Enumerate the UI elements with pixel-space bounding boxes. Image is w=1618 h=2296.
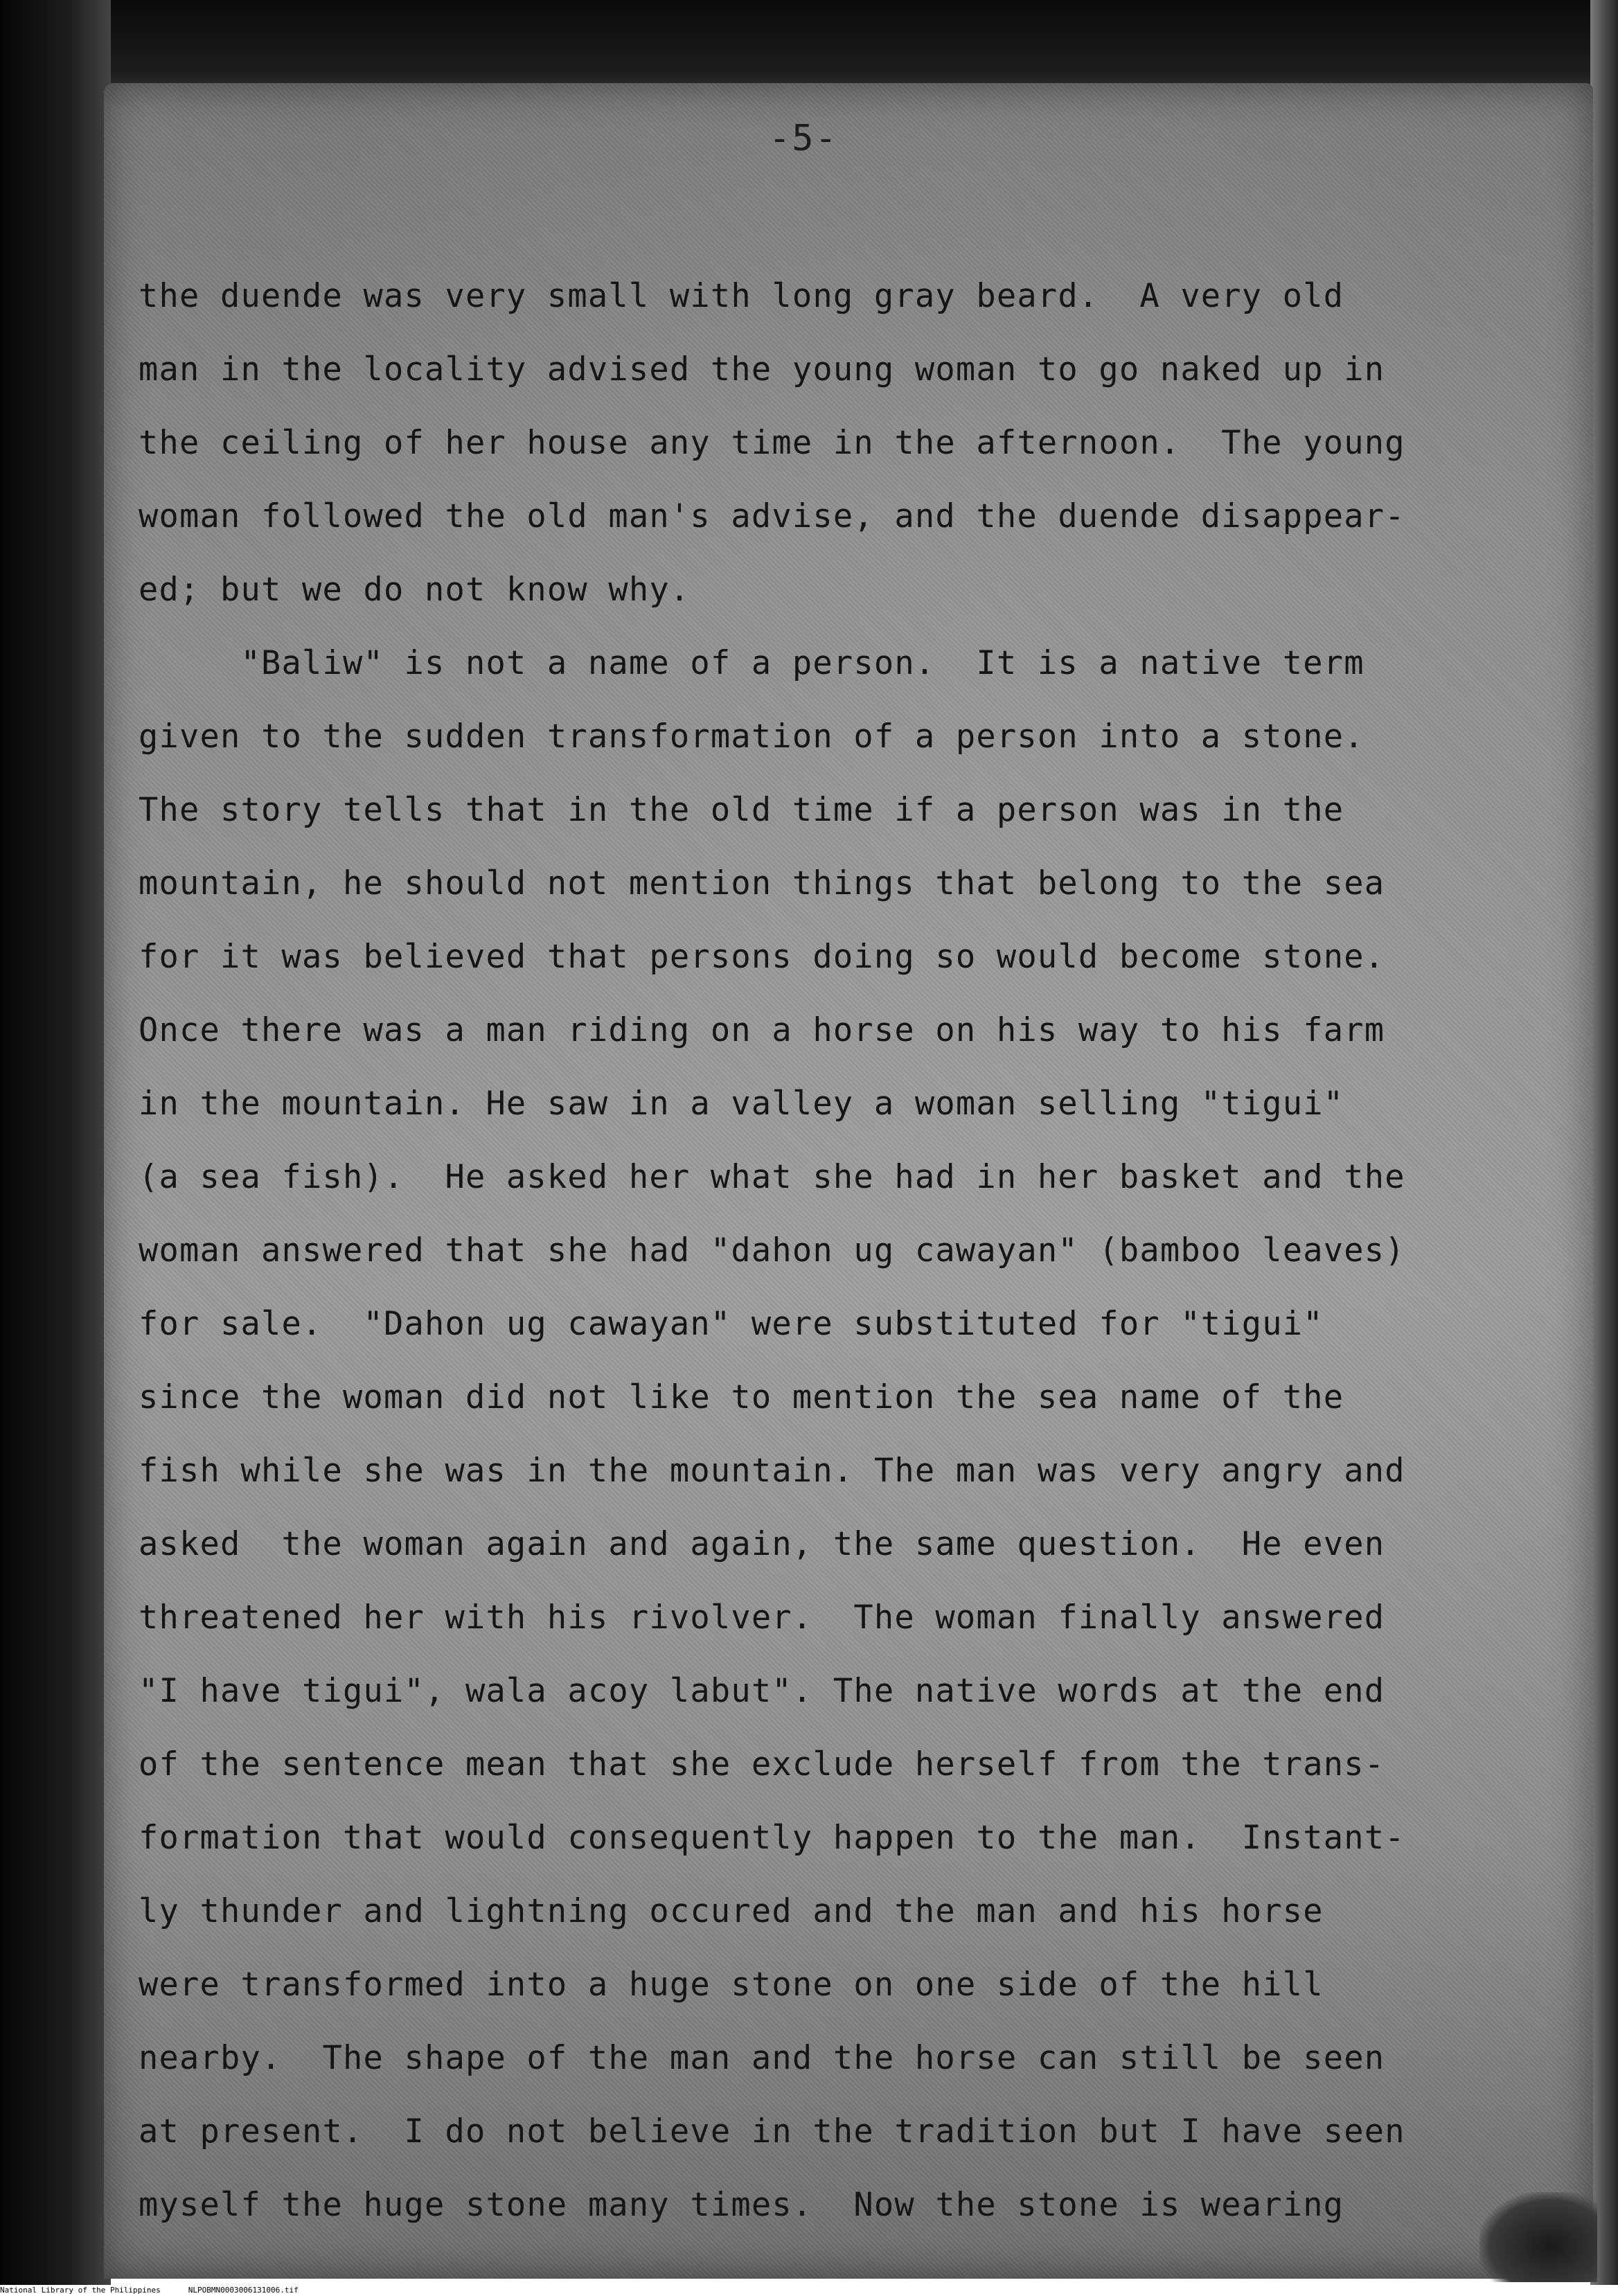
- scan-shadow-left: [0, 0, 111, 2286]
- text-line: since the woman did not like to mention the sea name of the: [139, 1378, 1344, 1416]
- text-line: ly thunder and lightning occured and the man and his horse: [139, 1892, 1324, 1930]
- body-text: [139, 260, 1579, 2242]
- page-number: -5-: [769, 118, 838, 159]
- text-line: woman followed the old man's advise, and the duende disappear-: [139, 497, 1405, 535]
- text-line: man in the locality advised the young woman to go naked up in: [139, 350, 1385, 389]
- text-line: in the mountain. He saw in a valley a woman selling "tigui": [139, 1085, 1344, 1123]
- scan-shadow-right: [1590, 0, 1618, 2286]
- text-line: fish while she was in the mountain. The man was very angry and: [139, 1452, 1405, 1490]
- text-line: mountain, he should not mention things that belong to the sea: [139, 864, 1385, 902]
- scanner-thumb-shadow: [1479, 2192, 1597, 2282]
- text-line: of the sentence mean that she exclude herself from the trans-: [139, 1745, 1385, 1783]
- text-line: "I have tigui", wala acoy labut". The native words at the end: [139, 1672, 1385, 1710]
- text-line: asked the woman again and again, the same question. He even: [139, 1525, 1385, 1563]
- text-line: ed; but we do not know why.: [139, 571, 691, 609]
- scan-footer: [0, 2285, 1618, 2296]
- text-line: myself the huge stone many times. Now the stone is wearing: [139, 2186, 1344, 2224]
- text-line: given to the sudden transformation of a person into a stone.: [139, 718, 1364, 756]
- text-line: (a sea fish). He asked her what she had in her basket and the: [139, 1158, 1405, 1196]
- text-line: the duende was very small with long gray beard. A very old: [139, 277, 1344, 315]
- text-line: for it was believed that persons doing so would become stone.: [139, 938, 1385, 976]
- text-line: "Baliw" is not a name of a person. It is a native term: [139, 644, 1364, 682]
- text-line: woman answered that she had "dahon ug cawayan" (bamboo leaves): [139, 1231, 1405, 1270]
- text-line: threatened her with his rivolver. The woman finally answered: [139, 1599, 1385, 1637]
- footer-library: National Library of the Philippines: [0, 2286, 161, 2295]
- text-line: Once there was a man riding on a horse on his way to his farm: [139, 1011, 1385, 1049]
- text-line: were transformed into a huge stone on one side of the hill: [139, 1966, 1324, 2004]
- text-line: The story tells that in the old time if a person was in the: [139, 791, 1344, 829]
- typewritten-page: [104, 83, 1593, 2279]
- footer-filename: NLPOBMN0003006131006.tif: [188, 2286, 299, 2295]
- text-line: nearby. The shape of the man and the horse can still be seen: [139, 2039, 1385, 2077]
- text-line: for sale. "Dahon ug cawayan" were substituted for "tigui": [139, 1305, 1324, 1343]
- text-line: formation that would consequently happen to the man. Instant-: [139, 1819, 1405, 1857]
- text-line: at present. I do not believe in the tradition but I have seen: [139, 2112, 1405, 2151]
- text-line: the ceiling of her house any time in the afternoon. The young: [139, 424, 1405, 462]
